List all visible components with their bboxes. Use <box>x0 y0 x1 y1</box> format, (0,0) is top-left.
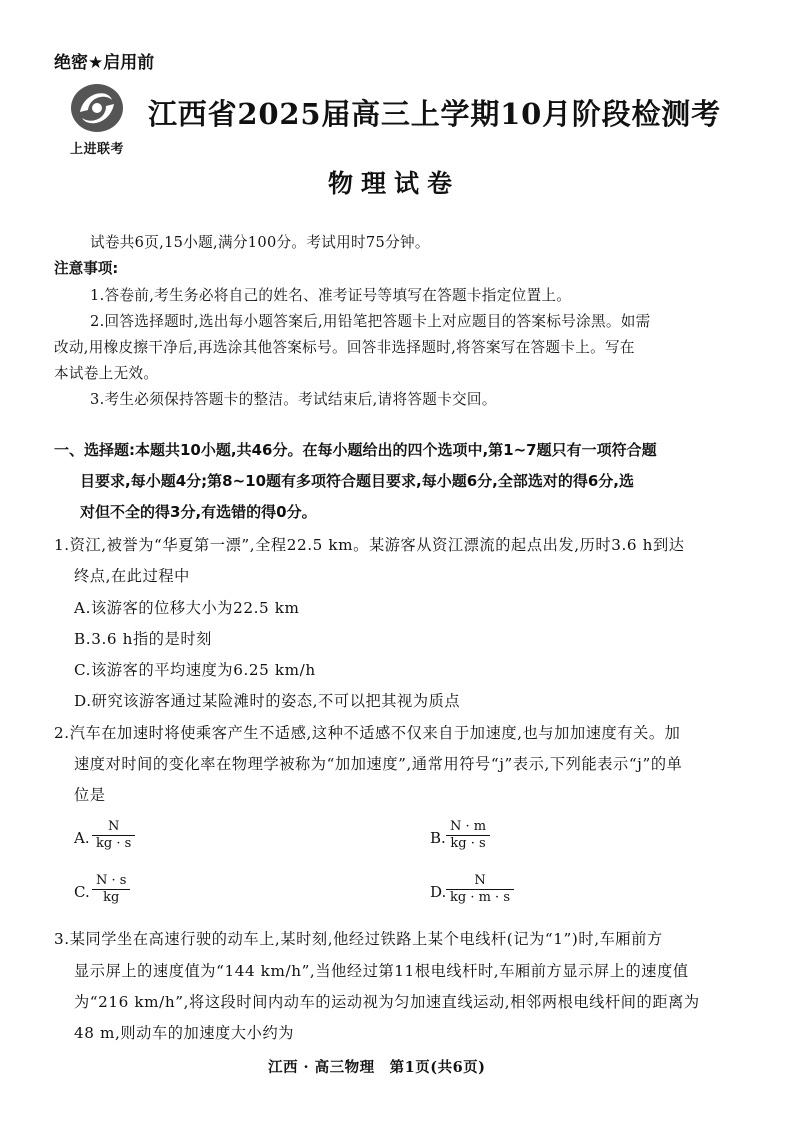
fraction-denominator: kg · s <box>450 836 486 851</box>
q2-option-b-label: B. <box>430 829 446 847</box>
note-item-2-line3: 本试卷上无效。 <box>54 365 159 382</box>
q2-option-b-fraction <box>446 819 490 852</box>
q1-stem-line2: 终点,在此过程中 <box>74 567 190 585</box>
subject-title: 物理试卷 <box>328 169 461 198</box>
fraction-denominator: kg · m · s <box>450 890 510 905</box>
q2-option-d-fraction <box>446 873 514 906</box>
note-item-2-line2: 改动,用橡皮擦干净后,再选涂其他答案标号。回答非选择题时,将答案写在答题卡上。写在 <box>54 339 635 356</box>
q3-stem-line1: 3.某同学坐在高速行驶的动车上,某时刻,他经过铁路上某个电线杆(记为“1”)时,车厢前方 <box>54 930 663 948</box>
q3-stem-line3: 为“216 km/h”,将这段时间内动车的运动视为匀加速直线运动,相邻两根电线杆间的距离为 <box>74 993 700 1011</box>
q2-option-c-label: C. <box>74 883 90 901</box>
q1-stem-line1: 1.资江,被誉为“华夏第一漂”,全程22.5 km。某游客从资江漂流的起点出发,历时3.6 h到达 <box>54 536 685 554</box>
page-footer: 江西 · 高三物理 第1页(共6页) <box>268 1059 486 1076</box>
fraction-numerator: N <box>474 873 486 888</box>
q3-stem-line2: 显示屏上的速度值为“144 km/h”,当他经过第11根电线杆时,车厢前方显示屏上的速度值 <box>74 962 689 980</box>
q2-option-d-label: D. <box>430 883 447 901</box>
q2-option-c-fraction <box>92 873 130 906</box>
note-item-3: 3.考生必须保持答题卡的整洁。考试结束后,请将答题卡交回。 <box>90 391 497 408</box>
confidential-mark: 绝密★启用前 <box>54 53 155 73</box>
exam-logo <box>66 82 128 157</box>
q2-stem-line3: 位是 <box>74 786 106 804</box>
section-heading-line3: 对但不全的得3分,有选错的得0分。 <box>80 503 317 521</box>
fraction-numerator: N <box>107 819 120 834</box>
q2-option-a-fraction <box>92 819 135 852</box>
fraction-numerator: N · s <box>96 873 127 888</box>
fraction-denominator: kg · s <box>96 836 132 851</box>
exam-title: 江西省2025届高三上学期10月阶段检测考 <box>148 97 721 131</box>
section-heading-line1: 一、选择题:本题共10小题,共46分。在每小题给出的四个选项中,第1~7题只有一项符合题 <box>54 441 657 459</box>
fraction-numerator: N · m <box>450 819 487 834</box>
note-item-2-line1: 2.回答选择题时,选出每小题答案后,用铅笔把答题卡上对应题目的答案标号涂黑。如需 <box>90 313 651 330</box>
q2-stem-line2: 速度对时间的变化率在物理学被称为“加加速度”,通常用符号“j”表示,下列能表示“j”的单 <box>74 755 683 773</box>
q1-option-a: A.该游客的位移大小为22.5 km <box>74 599 300 617</box>
notes-heading: 注意事项: <box>54 260 119 277</box>
q1-option-d: D.研究该游客通过某险滩时的姿态,不可以把其视为质点 <box>74 692 461 710</box>
exam-intro: 试卷共6页,15小题,满分100分。考试用时75分钟。 <box>90 234 430 251</box>
logo-swirl-icon <box>66 82 128 134</box>
q1-option-c: C.该游客的平均速度为6.25 km/h <box>74 661 316 679</box>
note-item-1: 1.答卷前,考生务必将自己的姓名、准考证号等填写在答题卡指定位置上。 <box>90 287 572 304</box>
fraction-denominator: kg <box>103 890 120 905</box>
logo-text: 上进联考 <box>69 142 124 157</box>
q3-stem-line4: 48 m,则动车的加速度大小约为 <box>74 1024 295 1042</box>
q2-option-a-label: A. <box>74 829 90 847</box>
q1-option-b: B.3.6 h指的是时刻 <box>74 630 212 648</box>
section-heading-line2: 目要求,每小题4分;第8~10题有多项符合题目要求,每小题6分,全部选对的得6分,选 <box>80 472 634 490</box>
q2-stem-line1: 2.汽车在加速时将使乘客产生不适感,这种不适感不仅来自于加速度,也与加加速度有关。加 <box>54 724 681 742</box>
